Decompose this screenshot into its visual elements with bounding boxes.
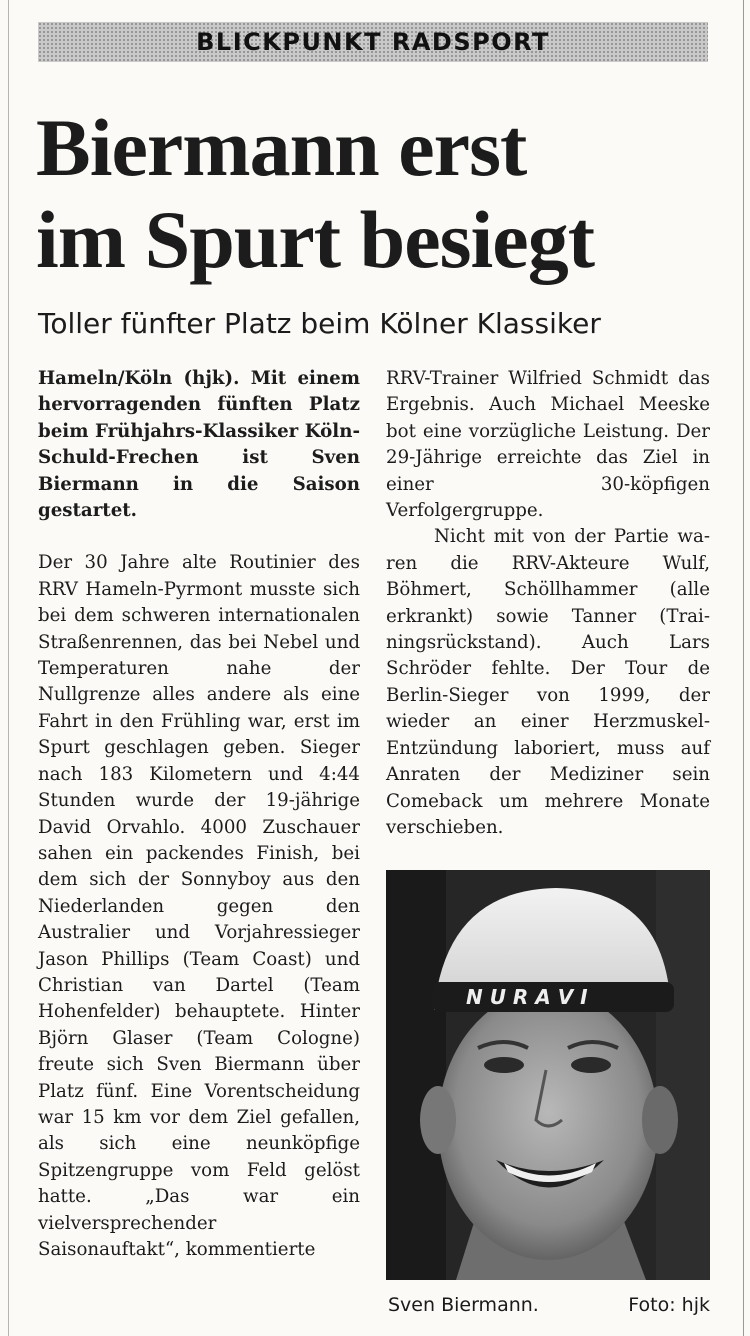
body-paragraph-1: Der 30 Jahre alte Routinier des RRV Hameln-Pyrmont musste sich bei dem schweren internationalen Straßenrennen, das bei Nebel und Temperaturen nahe der Nullgrenze alles andere als eine Fahrt in den Frühling war, erst im Spurt geschlagen geben. Sieger nach 183 Kilometern und 4:44 Stunden wurde der 19-jährige David Orvahlo. 4000 Zuschauer sahen ein packendes Finish, bei dem sich der Sonnyboy aus den Niederlanden gegen den Australier und Vorjahressieger Jason Phillips (Team Coast) und Christian van Dartel (Team Hohenfelder) behauptete. Hinter Björn Glaser (Team Cologne) freute sich Sven Biermann über Platz fünf. Eine Vorentscheidung war 15 km vor dem Ziel gefallen, als sich eine neunköpfige Spitzengruppe vom Feld gelöst hatte. „Das war ein vielversprechender Saisonauftakt“, kommentierte: [38, 552, 360, 1260]
portrait-photo: [386, 870, 710, 1280]
cap-print-text: N U R A V I: [466, 985, 588, 1009]
clipping-right-edge: [743, 0, 744, 1336]
clipping-left-edge: [8, 0, 9, 1336]
portrait-illustration: [386, 870, 710, 1280]
photo-caption: Sven Biermann.: [388, 1294, 539, 1316]
headline-line-1: Biermann erst: [36, 102, 527, 193]
body-paragraph-1-continued: RRV-Trainer Wilfried Schmidt das Ergebnis. Auch Michael Meeske bot eine vorzügliche Leistung. Der 29-Jährige erreichte das Ziel in einer 30-köpfigen Verfolgergruppe.: [386, 368, 710, 522]
article-column-left: [38, 366, 360, 1263]
headline-line-2: im Spurt besiegt: [36, 194, 594, 285]
section-kicker: BLICKPUNKT RADSPORT: [196, 28, 550, 56]
subheadline: Toller fünfter Platz beim Kölner Klassiker: [38, 307, 601, 340]
lead-paragraph: Hameln/Köln (hjk). Mit einem hervorragenden fünften Platz beim Frühjahrs-Klassiker Köln-Schuld-Frechen ist Sven Biermann in die Saison gestartet.: [38, 368, 360, 522]
section-kicker-bar: [38, 22, 708, 62]
body-paragraph-2: Nicht mit von der Partie waren die RRV-Akteure Wulf, Böhmert, Schöllhammer (alle erkrankt) sowie Tanner (Trainingsrückstand). Auch Lars Schröder fehlte. Der Tour de Berlin-Sieger von 1999, der wieder an einer Herzmuskel-Entzündung laboriert, muss auf Anraten der Mediziner sein Comeback um mehrere Monate verschieben.: [386, 526, 710, 838]
photo-credit: Foto: hjk: [628, 1294, 710, 1316]
article-column-right: [386, 366, 710, 841]
headline: [36, 102, 736, 286]
photo-caption-row: [388, 1290, 710, 1320]
